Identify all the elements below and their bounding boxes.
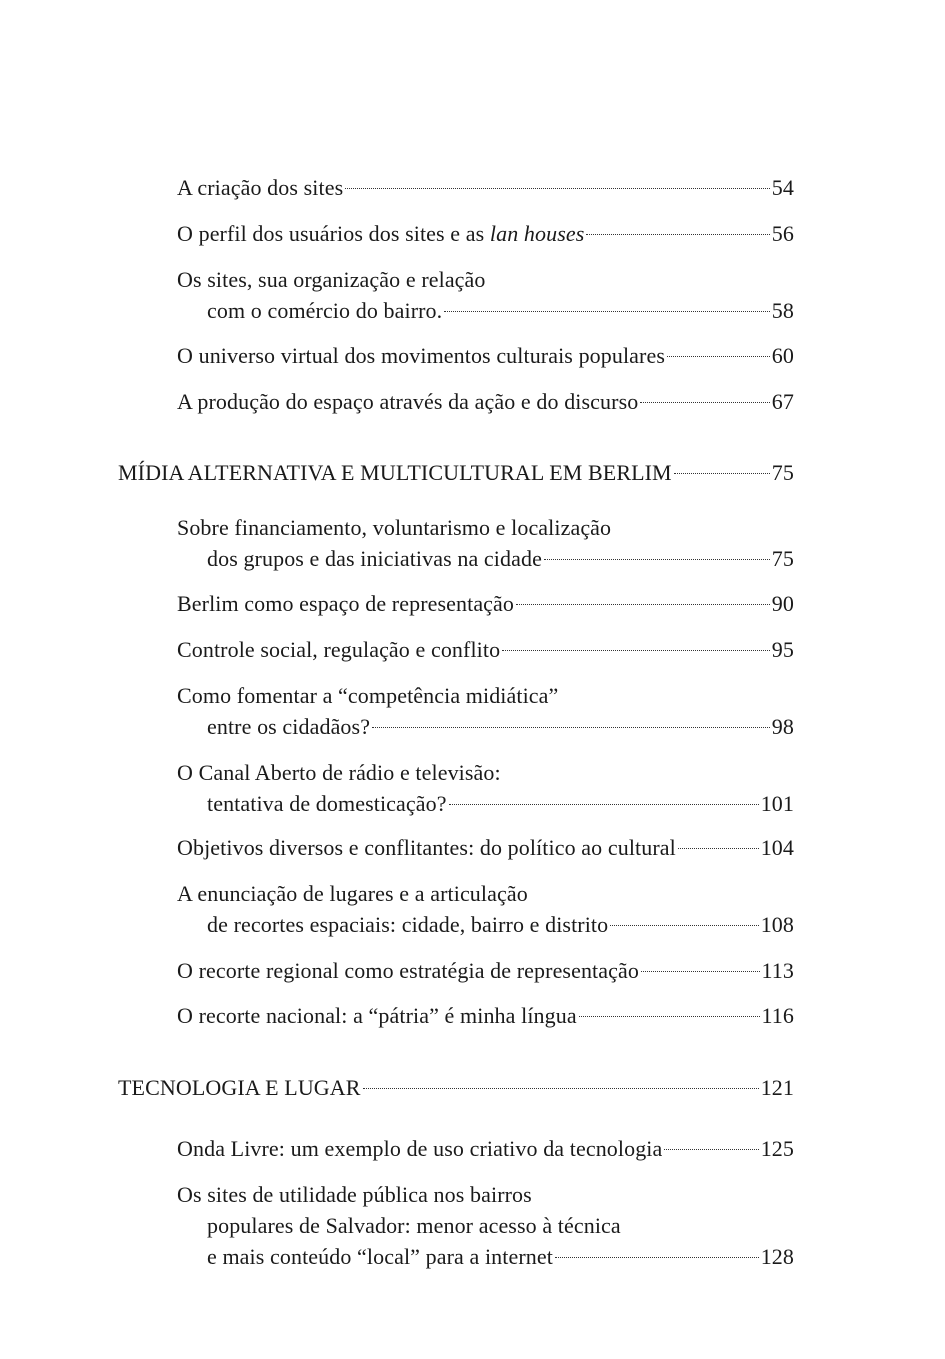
entry-title-continued: populares de Salvador: menor acesso à técnica xyxy=(207,1213,621,1238)
toc-entry-canal-aberto xyxy=(177,757,794,819)
entry-title: O universo virtual dos movimentos culturais populares xyxy=(177,343,665,368)
entry-title: Como fomentar a “competência midiática” xyxy=(177,683,559,708)
toc-entry-berlim-representacao xyxy=(177,588,794,619)
toc-entry-sites-utilidade-publica xyxy=(177,1179,794,1272)
dot-leader xyxy=(640,402,769,403)
dot-leader xyxy=(641,971,760,972)
toc-entry-sites-organizacao xyxy=(177,264,794,326)
dot-leader xyxy=(586,234,769,235)
page-number: 121 xyxy=(760,1075,794,1100)
dot-leader xyxy=(502,650,770,651)
toc-entry-producao-do-espaco xyxy=(177,386,794,417)
page-number: 95 xyxy=(771,637,794,662)
page-number: 56 xyxy=(771,221,794,246)
toc-entry-controle-social xyxy=(177,634,794,665)
entry-title-continued: de recortes espaciais: cidade, bairro e distrito xyxy=(207,912,609,937)
dot-leader xyxy=(664,1149,758,1150)
entry-title: A produção do espaço através da ação e do discurso xyxy=(177,389,639,414)
entry-title-italic: lan houses xyxy=(489,221,585,246)
entry-title: O recorte regional como estratégia de representação xyxy=(177,958,639,983)
chapter-title: TECNOLOGIA E LUGAR xyxy=(118,1075,361,1100)
toc-entry-financiamento xyxy=(177,512,794,574)
entry-title-continued: tentativa de domesticação? xyxy=(207,791,447,816)
toc-entry-competencia-midiatica xyxy=(177,680,794,742)
page-number: 108 xyxy=(760,912,794,937)
entry-title: Sobre financiamento, voluntarismo e localização xyxy=(177,515,612,540)
dot-leader xyxy=(449,804,759,805)
dot-leader xyxy=(516,604,770,605)
dot-leader xyxy=(345,188,770,189)
toc-entry-objetivos-diversos xyxy=(177,832,794,863)
entry-title: O perfil dos usuários dos sites e as lan houses xyxy=(177,221,585,246)
dot-leader xyxy=(444,311,770,312)
entry-title: A criação dos sites xyxy=(177,175,344,200)
entry-title: Controle social, regulação e conflito xyxy=(177,637,501,662)
page-number: 90 xyxy=(771,591,794,616)
toc-entry-universo-virtual xyxy=(177,340,794,371)
entry-title: Os sites de utilidade pública nos bairros xyxy=(177,1182,532,1207)
entry-title-continued: com o comércio do bairro. xyxy=(207,298,443,323)
toc-entry-enunciacao-de-lugares xyxy=(177,878,794,940)
page-number: 58 xyxy=(771,298,794,323)
toc-entry-criacao-dos-sites xyxy=(177,172,794,203)
dot-leader xyxy=(667,356,770,357)
dot-leader xyxy=(544,559,770,560)
entry-title: Objetivos diversos e conflitantes: do político ao cultural xyxy=(177,835,676,860)
page-number: 67 xyxy=(771,389,794,414)
dot-leader xyxy=(579,1016,760,1017)
toc-entry-onda-livre xyxy=(177,1133,794,1164)
dot-leader xyxy=(674,473,770,474)
chapter-title: MÍDIA ALTERNATIVA E MULTICULTURAL EM BERLIM xyxy=(118,460,672,485)
page-number: 125 xyxy=(760,1136,794,1161)
entry-title-continued: e mais conteúdo “local” para a internet xyxy=(207,1244,553,1269)
entry-title-continued: dos grupos e das iniciativas na cidade xyxy=(207,546,542,571)
page-number: 128 xyxy=(760,1244,794,1269)
entry-title: O Canal Aberto de rádio e televisão: xyxy=(177,760,501,785)
dot-leader xyxy=(678,848,759,849)
page-number: 116 xyxy=(761,1003,794,1028)
dot-leader xyxy=(610,925,758,926)
entry-title-continued: entre os cidadãos? xyxy=(207,714,371,739)
entry-title: Onda Livre: um exemplo de uso criativo da tecnologia xyxy=(177,1136,663,1161)
page-number: 54 xyxy=(771,175,794,200)
dot-leader xyxy=(372,727,770,728)
page-number: 60 xyxy=(771,343,794,368)
entry-title: A enunciação de lugares e a articulação xyxy=(177,881,528,906)
page-number: 113 xyxy=(761,958,794,983)
toc-chapter-midia-alternativa xyxy=(118,457,794,488)
dot-leader xyxy=(555,1257,759,1258)
dot-leader xyxy=(363,1088,759,1089)
toc-entry-recorte-regional xyxy=(177,955,794,986)
entry-title: O recorte nacional: a “pátria” é minha língua xyxy=(177,1003,577,1028)
page-number: 104 xyxy=(760,835,794,860)
page-number: 101 xyxy=(760,791,794,816)
page-number: 98 xyxy=(771,714,794,739)
toc-entry-recorte-nacional xyxy=(177,1000,794,1031)
toc-chapter-tecnologia-e-lugar xyxy=(118,1072,794,1103)
page-number: 75 xyxy=(771,546,794,571)
entry-title: Os sites, sua organização e relação xyxy=(177,267,486,292)
toc-entry-perfil-dos-usuarios xyxy=(177,218,794,249)
entry-title: Berlim como espaço de representação xyxy=(177,591,515,616)
page-number: 75 xyxy=(771,460,794,485)
